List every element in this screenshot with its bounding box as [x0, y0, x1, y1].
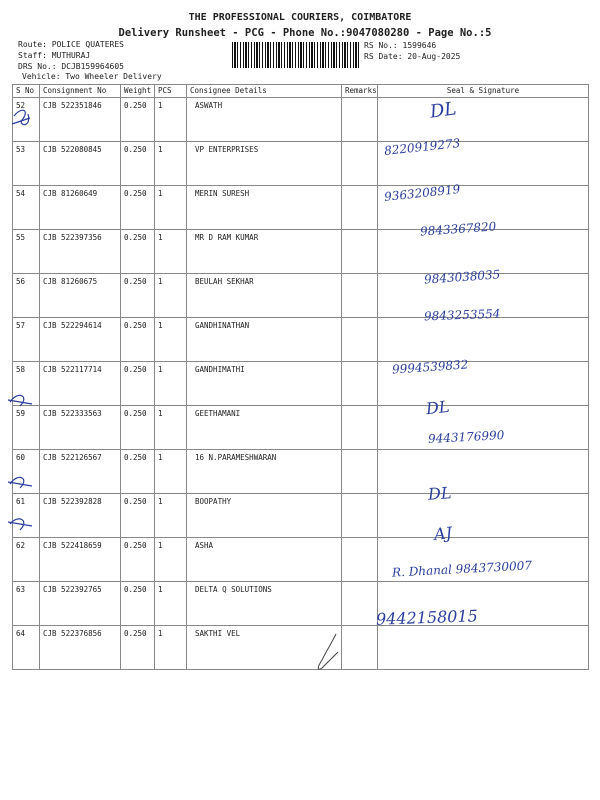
- row-sno: 56: [13, 274, 40, 318]
- row-consignment: CJB 522351846: [40, 98, 121, 142]
- row-remarks: [342, 274, 378, 318]
- row-consignee: BEULAH SEKHAR: [187, 274, 342, 318]
- row-consignment: CJB 81260649: [40, 186, 121, 230]
- table-row: [13, 582, 589, 626]
- row-remarks: [342, 450, 378, 494]
- row-signature-cell: [378, 494, 589, 538]
- row-weight: 0.250: [121, 582, 155, 626]
- row-weight: 0.250: [121, 406, 155, 450]
- row-weight: 0.250: [121, 362, 155, 406]
- row-consignee: DELTA Q SOLUTIONS: [187, 582, 342, 626]
- drs-number: DRS No.: DCJB159964605: [18, 62, 124, 71]
- row-consignee: GEETHAMANI: [187, 406, 342, 450]
- row-consignment: CJB 522392765: [40, 582, 121, 626]
- row-sno: 64: [13, 626, 40, 670]
- row-sno: 62: [13, 538, 40, 582]
- row-consignee: GANDHINATHAN: [187, 318, 342, 362]
- handwritten-signature: 9843253554: [423, 306, 501, 324]
- col-header-weight: Weight: [121, 85, 155, 98]
- table-header-row: [13, 85, 589, 98]
- handwritten-signature: DL: [428, 98, 458, 123]
- row-remarks: [342, 362, 378, 406]
- row-consignee: BOOPATHY: [187, 494, 342, 538]
- vehicle-label: Vehicle: Two Wheeler Delivery: [22, 72, 162, 81]
- row-consignee: MR D RAM KUMAR: [187, 230, 342, 274]
- row-consignee: ASWATH: [187, 98, 342, 142]
- route-label: Route: POLICE QUATERES: [18, 40, 124, 49]
- table-row: [13, 626, 589, 670]
- row-pcs: 1: [155, 538, 187, 582]
- document-subtitle: Delivery Runsheet - PCG - Phone No.:9047080280 - Page No.:5: [118, 27, 492, 39]
- document-title: THE PROFESSIONAL COURIERS, COIMBATORE: [188, 12, 412, 23]
- table-row: [13, 230, 589, 274]
- row-weight: 0.250: [121, 274, 155, 318]
- row-consignment: CJB 522117714: [40, 362, 121, 406]
- table-row: [13, 98, 589, 142]
- row-sno: 52: [13, 98, 40, 142]
- row-signature-cell: [378, 230, 589, 274]
- row-remarks: [342, 318, 378, 362]
- row-remarks: [342, 406, 378, 450]
- col-header-remarks: Remarks: [342, 85, 378, 98]
- row-signature-cell: [378, 626, 589, 670]
- row-consignee: SAKTHI VEL: [187, 626, 342, 670]
- row-weight: 0.250: [121, 450, 155, 494]
- row-consignment: CJB 81260675: [40, 274, 121, 318]
- rs-number: RS No.: 1599646: [364, 41, 437, 50]
- row-consignment: CJB 522333563: [40, 406, 121, 450]
- handwritten-signature: DL: [427, 483, 453, 504]
- row-weight: 0.250: [121, 538, 155, 582]
- row-remarks: [342, 538, 378, 582]
- table-row: [13, 318, 589, 362]
- row-sno: 59: [13, 406, 40, 450]
- row-pcs: 1: [155, 582, 187, 626]
- row-consignment: CJB 522418659: [40, 538, 121, 582]
- rs-date: RS Date: 20-Aug-2025: [364, 52, 461, 61]
- row-consignee: 16 N.PARAMESHWARAN: [187, 450, 342, 494]
- row-weight: 0.250: [121, 230, 155, 274]
- row-pcs: 1: [155, 362, 187, 406]
- row-consignment: CJB 522126567: [40, 450, 121, 494]
- col-header-signature: Seal & Signature: [378, 85, 589, 98]
- row-pcs: 1: [155, 186, 187, 230]
- table-row: [13, 362, 589, 406]
- row-consignment: CJB 522080845: [40, 142, 121, 186]
- table-row: [13, 274, 589, 318]
- tick-mark-icon: [6, 468, 36, 498]
- row-sno: 55: [13, 230, 40, 274]
- row-consignee: GANDHIMATHI: [187, 362, 342, 406]
- table-row: [13, 494, 589, 538]
- handwritten-signature: 9843038035: [423, 267, 501, 287]
- row-consignment: CJB 522397356: [40, 230, 121, 274]
- row-remarks: [342, 582, 378, 626]
- barcode: [232, 42, 360, 68]
- row-pcs: 1: [155, 274, 187, 318]
- row-pcs: 1: [155, 626, 187, 670]
- row-consignment: CJB 522294614: [40, 318, 121, 362]
- row-remarks: [342, 186, 378, 230]
- handwritten-signature: 9442158015: [375, 606, 479, 629]
- handwritten-signature: AJ: [433, 523, 453, 544]
- row-signature-cell: [378, 98, 589, 142]
- staff-label: Staff: MUTHURAJ: [18, 51, 91, 60]
- row-weight: 0.250: [121, 98, 155, 142]
- runsheet-table: [12, 84, 589, 670]
- row-sno: 53: [13, 142, 40, 186]
- row-pcs: 1: [155, 142, 187, 186]
- row-sno: 54: [13, 186, 40, 230]
- tick-mark-icon: [8, 104, 38, 136]
- handwritten-signature: 9994539832: [391, 357, 469, 377]
- row-remarks: [342, 494, 378, 538]
- row-remarks: [342, 142, 378, 186]
- col-header-pcs: PCS: [155, 85, 187, 98]
- row-signature-cell: [378, 450, 589, 494]
- table-row: [13, 186, 589, 230]
- row-consignee: ASHA: [187, 538, 342, 582]
- row-sno: 57: [13, 318, 40, 362]
- row-remarks: [342, 230, 378, 274]
- handwritten-signature: 8220919273: [383, 136, 461, 158]
- handwritten-signature: 9843367820: [419, 219, 497, 239]
- row-consignment: CJB 522392828: [40, 494, 121, 538]
- row-pcs: 1: [155, 406, 187, 450]
- row-weight: 0.250: [121, 186, 155, 230]
- pen-scribble-icon: [312, 632, 372, 682]
- row-sno: 58: [13, 362, 40, 406]
- col-header-sno: S No: [13, 85, 40, 98]
- col-header-consignment: Consignment No: [40, 85, 121, 98]
- row-weight: 0.250: [121, 494, 155, 538]
- row-sno: 60: [13, 450, 40, 494]
- row-weight: 0.250: [121, 626, 155, 670]
- col-header-consignee: Consignee Details: [187, 85, 342, 98]
- row-remarks: [342, 98, 378, 142]
- tick-mark-icon: [6, 510, 36, 540]
- tick-mark-icon: [6, 386, 36, 416]
- row-pcs: 1: [155, 230, 187, 274]
- handwritten-signature: DL: [425, 396, 451, 419]
- row-consignment: CJB 522376856: [40, 626, 121, 670]
- row-pcs: 1: [155, 98, 187, 142]
- row-pcs: 1: [155, 450, 187, 494]
- row-pcs: 1: [155, 318, 187, 362]
- row-consignee: VP ENTERPRISES: [187, 142, 342, 186]
- table-row: [13, 142, 589, 186]
- row-weight: 0.250: [121, 318, 155, 362]
- row-sno: 61: [13, 494, 40, 538]
- row-signature-cell: [378, 318, 589, 362]
- handwritten-signature: 9443176990: [427, 428, 505, 446]
- handwritten-signature: R. Dhanal 9843730007: [391, 558, 533, 580]
- row-consignee: MERIN SURESH: [187, 186, 342, 230]
- handwritten-signature: 9363208919: [383, 182, 461, 204]
- table-row: [13, 450, 589, 494]
- row-weight: 0.250: [121, 142, 155, 186]
- row-sno: 63: [13, 582, 40, 626]
- row-pcs: 1: [155, 494, 187, 538]
